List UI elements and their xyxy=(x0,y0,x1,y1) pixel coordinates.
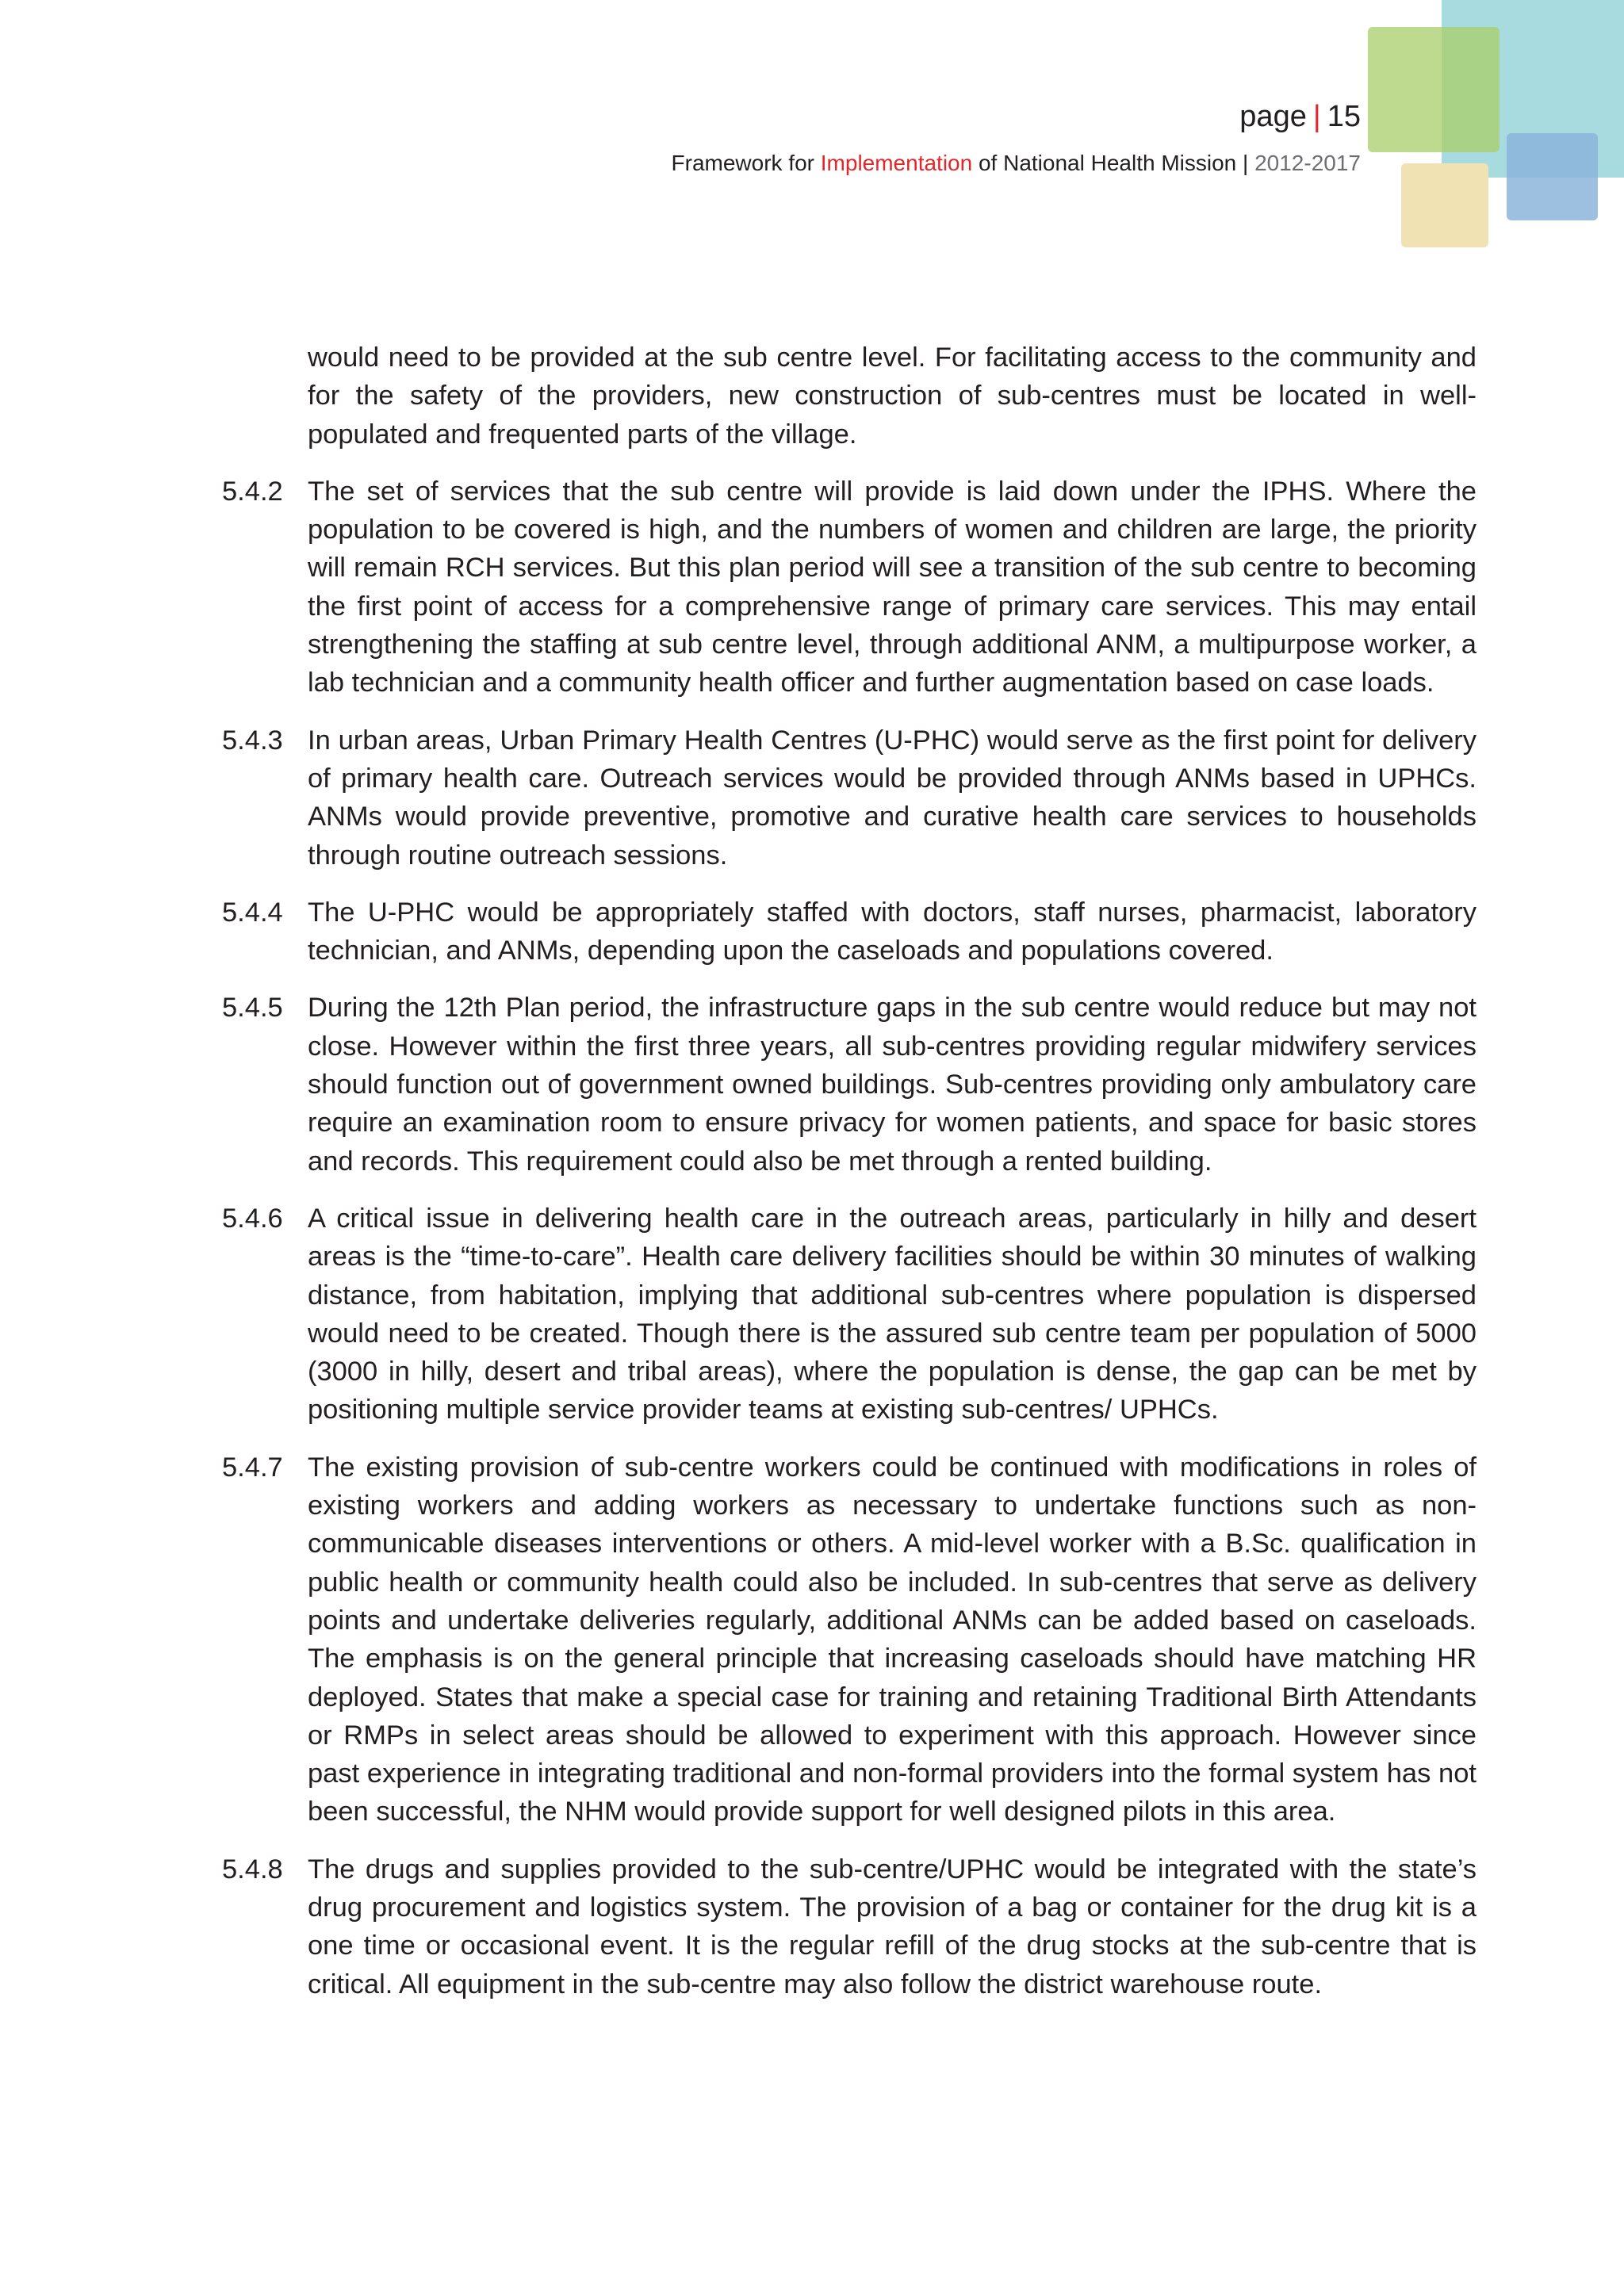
section-text: The existing provision of sub-centre workers could be continued with modifications in roles of existing workers and adding workers as necessary to undertake functions such as non-communicable diseases interventions or others. A mid-level worker with a B.Sc. qualification in public health or community health could also be included. In sub-centres that serve as delivery points and undertake deliveries regularly, additional ANMs can be added based on caseloads. The emphasis is on the general principle that increasing caseloads should have matching HR deployed. States that make a special case for training and retaining Traditional Birth Attendants or RMPs in select areas should be allowed to experiment with this approach. However since past experience in integrating traditional and non-formal providers into the formal system has not been successful, the NHM would provide support for well designed pilots in this area. xyxy=(308,1452,1477,1827)
section-5-4-4 xyxy=(222,894,1477,970)
section-text: The U-PHC would be appropriately staffed with doctors, staff nurses, pharmacist, laboratory technician, and ANMs, depending upon the caseloads and populations covered. xyxy=(308,897,1477,966)
running-header-suffix: of National Health Mission xyxy=(972,151,1237,175)
section-text: During the 12th Plan period, the infrastructure gaps in the sub centre would reduce but may not close. However within the first three years, all sub-centres providing regular midwifery services should function out of government owned buildings. Sub-centres providing only ambulatory care require an examination room to ensure privacy for women patients, and space for basic stores and records. This requirement could also be met through a rented building. xyxy=(308,993,1477,1177)
running-header-highlight: Implementation xyxy=(820,151,973,175)
section-text: A critical issue in delivering health care in the outreach areas, particularly in hilly and desert areas is the “time-to-care”. Health care delivery facilities should be within 30 minutes of walking distance, from habitation, implying that additional sub-centres where population is dispersed would need to be created. Though there is the assured sub centre team per population of 5000 (3000 in hilly, desert and tribal areas), where the population is dense, the gap can be met by positioning multiple service provider teams at existing sub-centres/ UPHCs. xyxy=(308,1203,1477,1425)
section-number: 5.4.6 xyxy=(222,1203,283,1234)
lead-paragraph: would need to be provided at the sub centre level. For facilitating access to the community and for the safety of the providers, new construction of sub-centres must be located in well-populated and frequented parts of the village. xyxy=(308,342,1477,450)
running-header-separator: | xyxy=(1236,151,1255,175)
page-separator: | xyxy=(1312,100,1321,133)
document-body xyxy=(222,339,1477,2022)
running-header-years: 2012-2017 xyxy=(1254,151,1361,175)
page-label: page xyxy=(1239,100,1307,133)
section-5-4-6 xyxy=(222,1200,1477,1429)
section-text: In urban areas, Urban Primary Health Centres (U-PHC) would serve as the first point for delivery of primary health care. Outreach services would be provided through ANMs based in UPHCs. ANMs would provide preventive, promotive and curative health care services to households through routine outreach sessions. xyxy=(308,725,1477,871)
running-header xyxy=(672,152,1361,174)
section-number: 5.4.7 xyxy=(222,1452,283,1483)
section-number: 5.4.5 xyxy=(222,993,283,1024)
section-5-4-3 xyxy=(222,721,1477,874)
section-text: The drugs and supplies provided to the sub-centre/UPHC would be integrated with the state’s drug procurement and logistics system. The provision of a bag or container for the drug kit is a one time or occasional event. It is the regular refill of the drug stocks at the sub-centre that is critical. All equipment in the sub-centre may also follow the district warehouse route. xyxy=(308,1854,1477,1999)
section-text: The set of services that the sub centre will provide is laid down under the IPHS. Where the population to be covered is high, and the numbers of women and children are large, the priority will remain RCH services. But this plan period will see a transition of the sub centre to becoming the first point of access for a comprehensive range of primary care services. This may entail strengthening the staffing at sub centre level, through additional ANM, a multipurpose worker, a lab technician and a community health officer and further augmentation based on case loads. xyxy=(308,476,1477,698)
section-5-4-5 xyxy=(222,989,1477,1180)
section-number: 5.4.2 xyxy=(222,476,283,507)
decorative-square-blue xyxy=(1507,133,1598,220)
section-5-4-8 xyxy=(222,1850,1477,2003)
page-number xyxy=(1239,101,1361,132)
decorative-square-green xyxy=(1368,27,1500,152)
section-5-4-2 xyxy=(222,473,1477,702)
section-number: 5.4.4 xyxy=(222,897,283,928)
section-number: 5.4.3 xyxy=(222,725,283,756)
running-header-prefix: Framework for xyxy=(671,151,821,175)
decorative-square-yellow xyxy=(1401,163,1488,247)
section-number: 5.4.8 xyxy=(222,1854,283,1885)
section-5-4-7 xyxy=(222,1448,1477,1831)
page-number-value: 15 xyxy=(1327,100,1361,133)
